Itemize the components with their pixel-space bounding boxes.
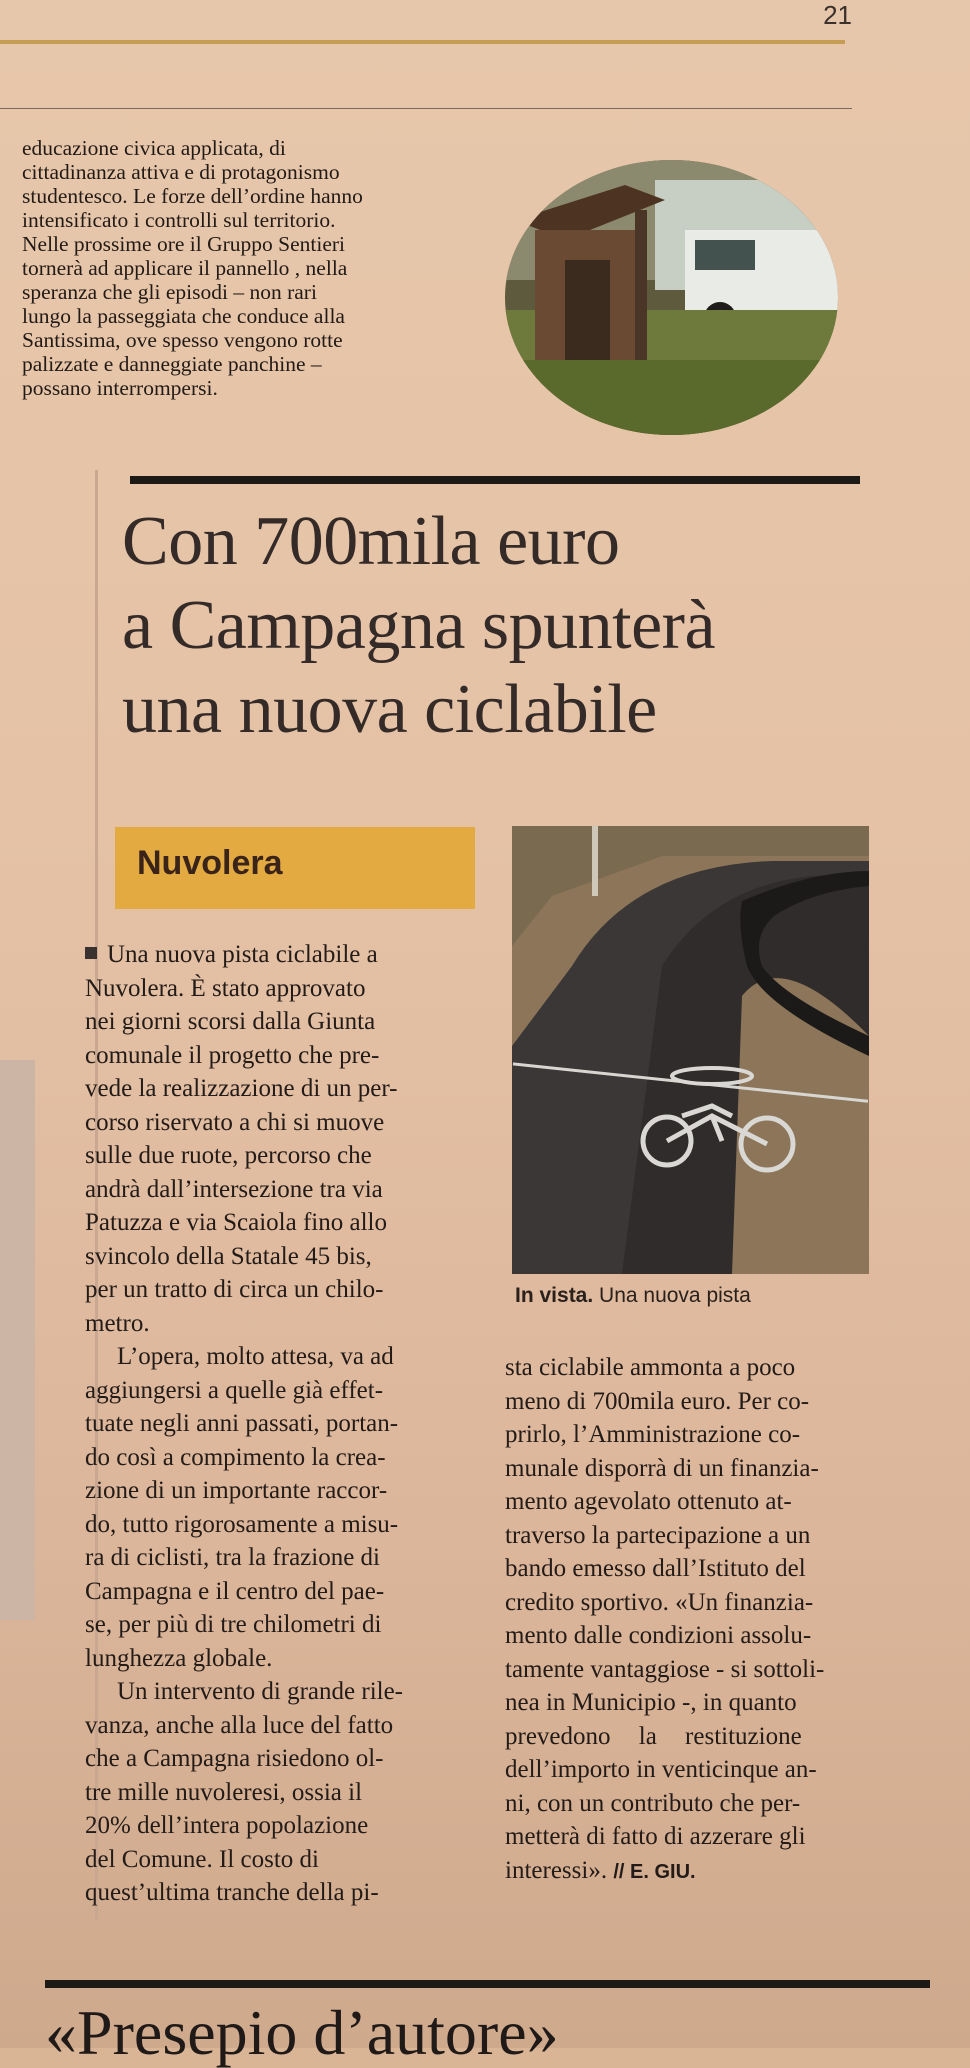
text-line: intensificato i controlli sul territorio. [22,208,336,232]
text-line: meno di 700mila euro. Per co- [505,1387,810,1415]
byline: // E. GIU. [613,1860,696,1883]
text-line: del Comune. Il costo di [85,1845,319,1873]
text-line: educazione civica applicata, di [22,136,286,160]
text-line: L’opera, molto attesa, va ad [117,1343,394,1370]
text-line: svincolo della Statale 45 bis, [85,1242,372,1270]
section-label: Nuvolera [137,844,283,882]
text-line: mento agevolato ottenuto at- [505,1488,792,1515]
text-line: che a Campagna risiedono ol- [85,1745,384,1772]
caption-bold: In vista. [515,1284,594,1307]
text-line: cittadinanza attiva e di protagonismo [22,160,340,184]
bottom-rule [45,1980,930,1988]
text-line: zione di un importante raccor- [85,1477,388,1504]
text-line: do così a compimento la crea- [85,1443,386,1471]
text-line: tuate negli anni passati, portan- [85,1410,399,1437]
text-line: Nelle prossime ore il Gruppo Sentieri [22,232,346,256]
text-line: corso riservato a chi si muove [85,1108,385,1136]
text-line: prevedono la restituzione [505,1722,802,1750]
text-line: munale disporrà di un finanzia- [505,1454,819,1482]
text-line: palizzate e danneggiate panchine – [22,352,322,376]
photo-caption [515,1284,751,1308]
headline-line: una nuova ciclabile [122,671,657,748]
headline [122,500,882,752]
text-line: do, tutto rigorosamente a misu- [85,1510,399,1538]
bike-path-photo [512,826,869,1274]
headline-line: Con 700mila euro [122,503,620,580]
text-line: sulle due ruote, percorso che [85,1142,372,1169]
text-line: lunghezza globale. [85,1644,273,1672]
section-tag [115,827,475,909]
adjacent-page-edge [0,1060,35,1620]
circular-photo-image [505,160,838,435]
text-line: tre mille nuvoleresi, ossia il [85,1778,363,1806]
text-line: Nuvolera. È stato approvato [85,974,366,1002]
text-line: andrà dall’intersezione tra via [85,1175,383,1203]
text-line: comunale il progetto che pre- [85,1041,380,1069]
text-line: vede la realizzazione di un per- [85,1075,398,1102]
text-line: speranza che gli episodi – non rari [22,280,317,304]
text-line-content: Una nuova pista ciclabile a [107,941,378,968]
previous-article-text [22,136,492,400]
text-line: metro. [85,1309,150,1337]
text-line: Patuzza e via Scaiola fino allo [85,1209,387,1236]
headline-line: a Campagna spunterà [122,587,716,664]
text-line: credito sportivo. «Un finanzia- [505,1588,814,1616]
headline-rule [130,476,860,484]
text-line: mento dalle condizioni assolu- [505,1622,812,1649]
text-line: nea in Municipio -, in quanto [505,1689,797,1716]
text-line: studentesco. Le forze dell’ordine hanno [22,184,363,208]
text-line: ra di ciclisti, tra la frazione di [85,1544,381,1571]
page-number: 21 [823,0,852,30]
text-line: Campagna e il centro del pae- [85,1577,385,1605]
text-line: se, per più di tre chilometri di [85,1611,382,1638]
text-line [505,1854,937,1890]
bike-path-image [512,826,869,1274]
text-line: bando emesso dall’Istituto del [505,1555,806,1582]
text-line: per un tratto di circa un chilo- [85,1276,384,1303]
text-line: aggiungersi a quelle già effet- [85,1376,384,1404]
text-line: Santissima, ove spesso vengono rotte [22,328,343,352]
text-line: lungo la passeggiata che conduce alla [22,304,345,328]
article-column-right [505,1351,937,1889]
circular-photo [505,160,838,435]
article-column-left [85,938,477,1910]
text-line: possano interrompersi. [22,376,218,400]
text-line: prirlo, l’Amministrazione co- [505,1421,801,1448]
thin-divider [0,108,852,109]
top-gold-rule [0,40,845,44]
text-line: quest’ultima tranche della pi- [85,1879,379,1906]
text-line: vanza, anche alla luce del fatto [85,1711,394,1739]
text-line: Un intervento di grande rile- [117,1678,404,1705]
text-line: traverso la partecipazione a un [505,1521,811,1549]
bullet-icon [85,947,97,959]
text-line: dell’importo in venticinque an- [505,1756,817,1783]
text-line: tamente vantaggiose - si sottoli- [505,1655,825,1683]
text-line: 20% dell’intera popolazione [85,1812,369,1839]
text-line: ni, con un contributo che per- [505,1789,801,1817]
caption-text: Una nuova pista [593,1284,751,1307]
text-line: metterà di fatto di azzerare gli [505,1823,806,1850]
text-line-content: interessi». [505,1856,608,1884]
text-line [85,938,477,972]
text-line: sta ciclabile ammonta a poco [505,1354,796,1381]
next-article-headline: «Presepio d’autore» [45,1997,559,2068]
text-line: nei giorni scorsi dalla Giunta [85,1008,376,1035]
text-line: tornerà ad applicare il pannello , nella [22,256,348,280]
